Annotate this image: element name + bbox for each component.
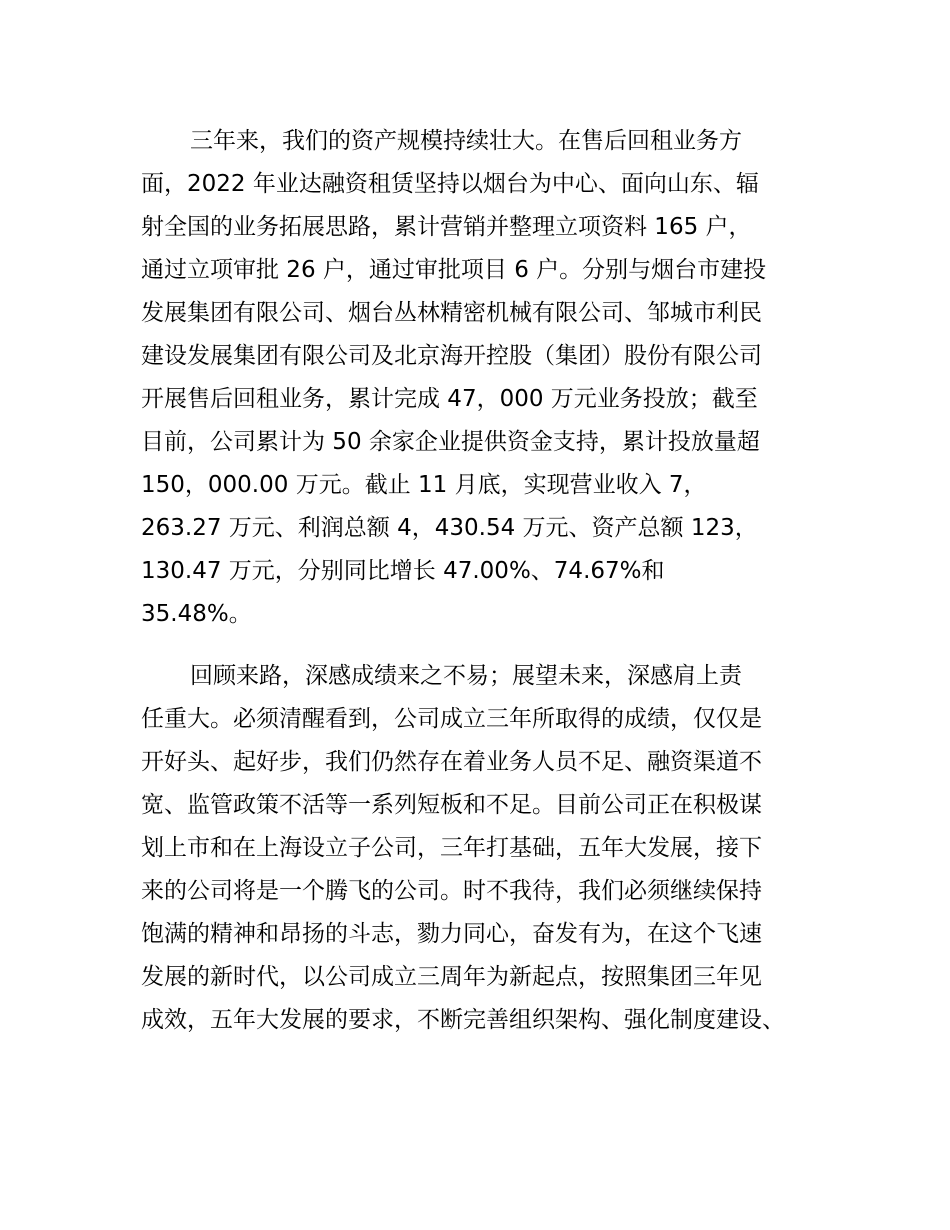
text-line: 建设发展集团有限公司及北京海开控股（集团）股份有限公司 xyxy=(141,343,762,369)
text-line: 宽、监管政策不活等一系列短板和不足。目前公司正在积极谋 xyxy=(141,792,762,818)
text-line: 开展售后回租业务，累计完成 47，000 万元业务投放；截至 xyxy=(141,386,758,412)
text-line: 回顾来路，深感成绩来之不易；展望未来，深感肩上责 xyxy=(190,663,742,689)
text-line: 发展的新时代，以公司成立三周年为新起点，按照集团三年见 xyxy=(141,964,762,990)
text-line: 35.48%。 xyxy=(141,601,252,627)
text-line: 射全国的业务拓展思路，累计营销并整理立项资料 165 户， xyxy=(141,214,752,240)
text-line: 任重大。必须清醒看到，公司成立三年所取得的成绩，仅仅是 xyxy=(141,706,762,732)
text-line: 130.47 万元，分别同比增长 47.00%、74.67%和 xyxy=(141,558,665,584)
text-line: 划上市和在上海设立子公司，三年打基础，五年大发展，接下 xyxy=(141,835,762,861)
text-line: 目前，公司累计为 50 余家企业提供资金支持，累计投放量超 xyxy=(141,429,760,455)
text-line: 发展集团有限公司、烟台丛林精密机械有限公司、邹城市利民 xyxy=(141,300,762,326)
text-line: 通过立项审批 26 户，通过审批项目 6 户。分别与烟台市建投 xyxy=(141,257,767,283)
text-line: 成效，五年大发展的要求，不断完善组织架构、强化制度建设、 xyxy=(141,1007,785,1033)
text-line: 150，000.00 万元。截止 11 月底，实现营业收入 7， xyxy=(141,472,707,498)
text-line: 263.27 万元、利润总额 4，430.54 万元、资产总额 123， xyxy=(141,515,758,541)
text-line: 面，2022 年业达融资租赁坚持以烟台为中心、面向山东、辐 xyxy=(141,171,759,197)
text-line: 开好头、起好步，我们仍然存在着业务人员不足、融资渠道不 xyxy=(141,749,762,775)
text-line: 来的公司将是一个腾飞的公司。时不我待，我们必须继续保持 xyxy=(141,878,762,904)
text-line: 三年来，我们的资产规模持续壮大。在售后回租业务方 xyxy=(190,128,742,154)
text-line: 饱满的精神和昂扬的斗志，勠力同心，奋发有为，在这个飞速 xyxy=(141,921,762,947)
